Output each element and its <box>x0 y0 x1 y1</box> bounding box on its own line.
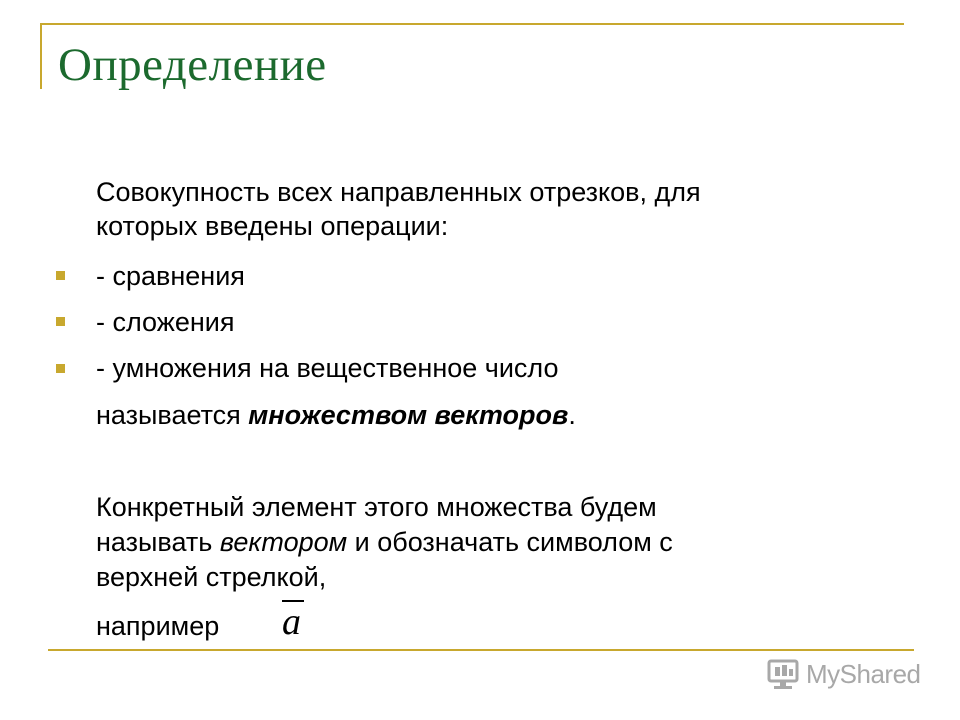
para2-prefix: называть <box>96 527 220 557</box>
called-line <box>96 398 576 432</box>
bullet-item-1: - сравнения <box>96 261 245 291</box>
bullet-marker-1 <box>56 271 65 280</box>
myshared-logo-icon <box>766 657 800 691</box>
bullet-item-2: - сложения <box>96 307 235 337</box>
myshared-watermark <box>766 656 921 692</box>
example-label: например <box>96 611 220 641</box>
bottom-border-line <box>48 649 914 651</box>
called-suffix: . <box>568 400 576 430</box>
para2-line-3: верхней стрелкой, <box>96 562 327 592</box>
intro-line-2: которых введены операции: <box>96 211 449 241</box>
called-term: множеством векторов <box>248 400 569 430</box>
slide-title: Определение <box>58 39 327 91</box>
myshared-logo-text: MyShared <box>806 658 921 689</box>
called-prefix: называется <box>96 400 249 430</box>
para2-line-2 <box>96 525 673 559</box>
intro-line-1: Совокупность всех направленных отрезков, для <box>96 177 701 207</box>
bullet-item-3: - умножения на вещественное число <box>96 353 559 383</box>
bullet-marker-2 <box>56 317 65 326</box>
para2-line-1: Конкретный элемент этого множества будем <box>96 492 657 522</box>
vector-letter: a <box>282 601 301 643</box>
top-border-line <box>40 23 904 25</box>
vector-a-symbol <box>278 596 308 643</box>
para2-suffix: и обозначать символом с <box>347 527 673 557</box>
bullet-marker-3 <box>56 364 65 373</box>
left-border-line <box>40 23 42 89</box>
para2-term: вектором <box>219 527 348 557</box>
